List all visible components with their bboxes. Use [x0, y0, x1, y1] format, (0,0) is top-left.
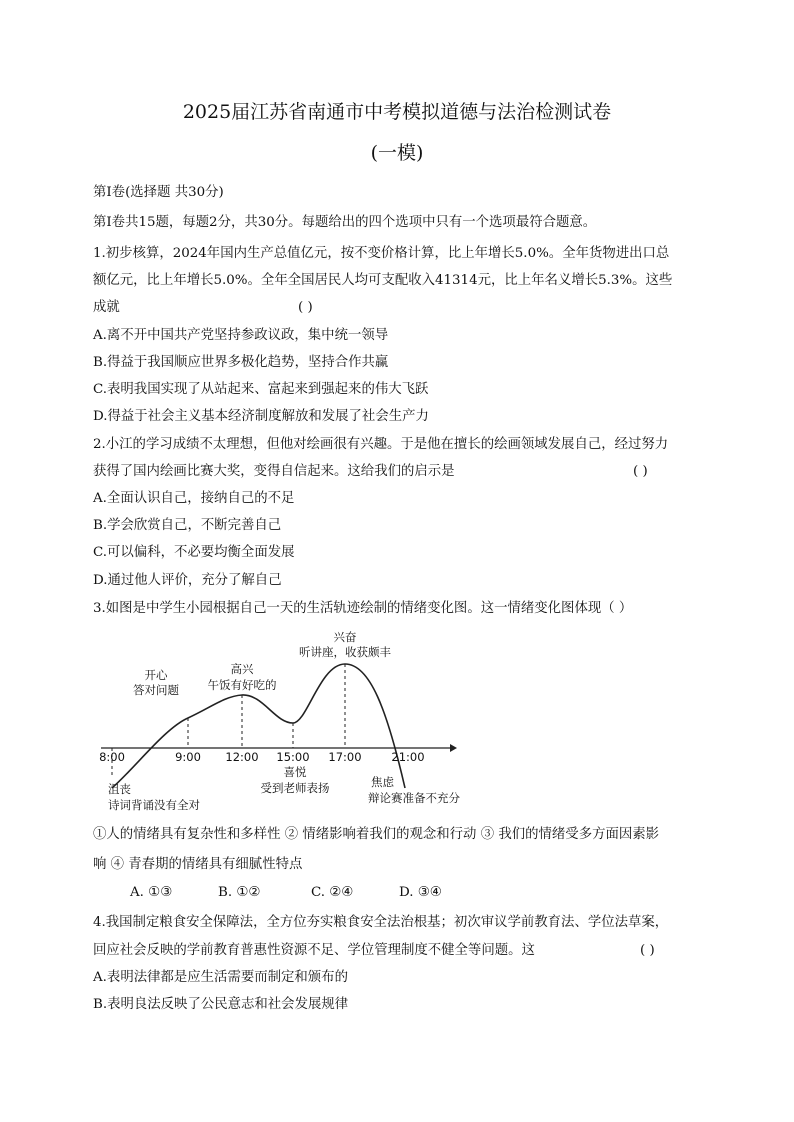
annotation-below-text: 沮丧	[108, 782, 131, 796]
q2-stem-line-1: 2.小江的学习成绩不太理想，但他对绘画很有兴趣。于是他在擅长的绘画领域发展自己，经过努力	[93, 437, 669, 452]
x-tick-label: 8:00	[99, 750, 125, 764]
q1-stem-line-2: 额亿元，比上年增长5.0%。全年全国居民人均可支配收入41314元，比上年名义增长5.3%。这些	[93, 273, 673, 288]
annotation-above-text: 开心	[144, 668, 168, 682]
q2-option-b: B.学会欣赏自己，不断完善自己	[93, 518, 282, 533]
q1-option-b: B.得益于我国顺应世界多极化趋势，坚持合作共赢	[93, 355, 389, 370]
annotation-below-text: 受到老师表扬	[260, 781, 330, 795]
q1-stem-line-3: 成就	[93, 300, 120, 315]
annotation-below-text: 辩论赛准备不充分	[368, 791, 460, 805]
x-tick-label: 9:00	[175, 750, 201, 764]
annotation-above-text: 听讲座，收获颇丰	[299, 645, 391, 659]
x-tick-label: 15:00	[276, 750, 310, 764]
q3-statements-line-1: ①人的情绪具有复杂性和多样性 ② 情绪影响着我们的观念和行动 ③ 我们的情绪受多方面因素影	[93, 827, 660, 842]
annotation-below-text: 喜悦	[283, 765, 307, 779]
x-tick-label: 21:00	[391, 750, 425, 764]
annotation-above-text: 答对问题	[133, 683, 179, 697]
emotion-chart	[95, 628, 460, 813]
q4-option-a: A.表明法律都是应生活需要而制定和颁布的	[93, 970, 348, 985]
q3-answer-d: D. ③④	[399, 885, 442, 900]
annotation-above-text: 高兴	[230, 662, 254, 676]
q1-answer-paren: ( )	[298, 300, 313, 315]
q2-stem-line-2: 获得了国内绘画比赛大奖，变得自信起来。这给我们的启示是	[93, 464, 455, 479]
annotation-below-text: 诗词背诵没有全对	[108, 798, 200, 812]
q2-option-a: A.全面认识自己，接纳自己的不足	[93, 491, 295, 506]
annotation-below-text: 焦虑	[371, 775, 394, 789]
q1-option-c: C.表明我国实现了从站起来、富起来到强起来的伟大飞跃	[93, 382, 429, 397]
q1-option-a: A.离不开中国共产党坚持参政议政，集中统一领导	[93, 328, 389, 343]
q4-option-b: B.表明良法反映了公民意志和社会发展规律	[93, 997, 349, 1012]
q2-option-d: D.通过他人评价，充分了解自己	[93, 573, 282, 588]
q3-answer-b: B. ①②	[218, 885, 261, 900]
q2-option-c: C.可以偏科，不必要均衡全面发展	[93, 545, 295, 560]
q4-stem-line-2: 回应社会反映的学前教育普惠性资源不足、学位管理制度不健全等问题。这	[93, 943, 535, 958]
x-tick-label: 17:00	[328, 750, 362, 764]
annotation-above-text: 午饭有好吃的	[207, 678, 277, 692]
q3-stem: 3.如图是中学生小园根据自己一天的生活轨迹绘制的情绪变化图。这一情绪变化图体现（ ）	[93, 601, 633, 616]
q4-answer-paren: ( )	[640, 943, 655, 958]
axis-arrow	[450, 744, 457, 752]
annotation-above-text: 兴奋	[333, 630, 357, 644]
q3-answer-a: A. ①③	[130, 885, 173, 900]
exam-subtitle: (一模)	[370, 142, 424, 164]
section-heading: 第Ⅰ卷(选择题 共30分)	[93, 185, 224, 200]
q1-stem-line-1: 1.初步核算，2024年国内生产总值亿元，按不变价格计算，比上年增长5.0%。全年货物进出口总	[93, 246, 670, 261]
q3-statements-line-2: 响 ④ 青春期的情绪具有细腻性特点	[93, 857, 303, 872]
q2-answer-paren: ( )	[633, 464, 648, 479]
q4-stem-line-1: 4.我国制定粮食安全保障法，全方位夯实粮食安全法治根基；初次审议学前教育法、学位法草案，	[93, 915, 669, 930]
q1-option-d: D.得益于社会主义基本经济制度解放和发展了社会生产力	[93, 409, 429, 424]
section-intro: 第Ⅰ卷共15题，每题2分，共30分。每题给出的四个选项中只有一个选项最符合题意。	[93, 215, 597, 230]
q3-answer-c: C. ②④	[311, 885, 354, 900]
exam-title: 2025届江苏省南通市中考模拟道德与法治检测试卷	[182, 101, 612, 123]
x-tick-label: 12:00	[225, 750, 259, 764]
